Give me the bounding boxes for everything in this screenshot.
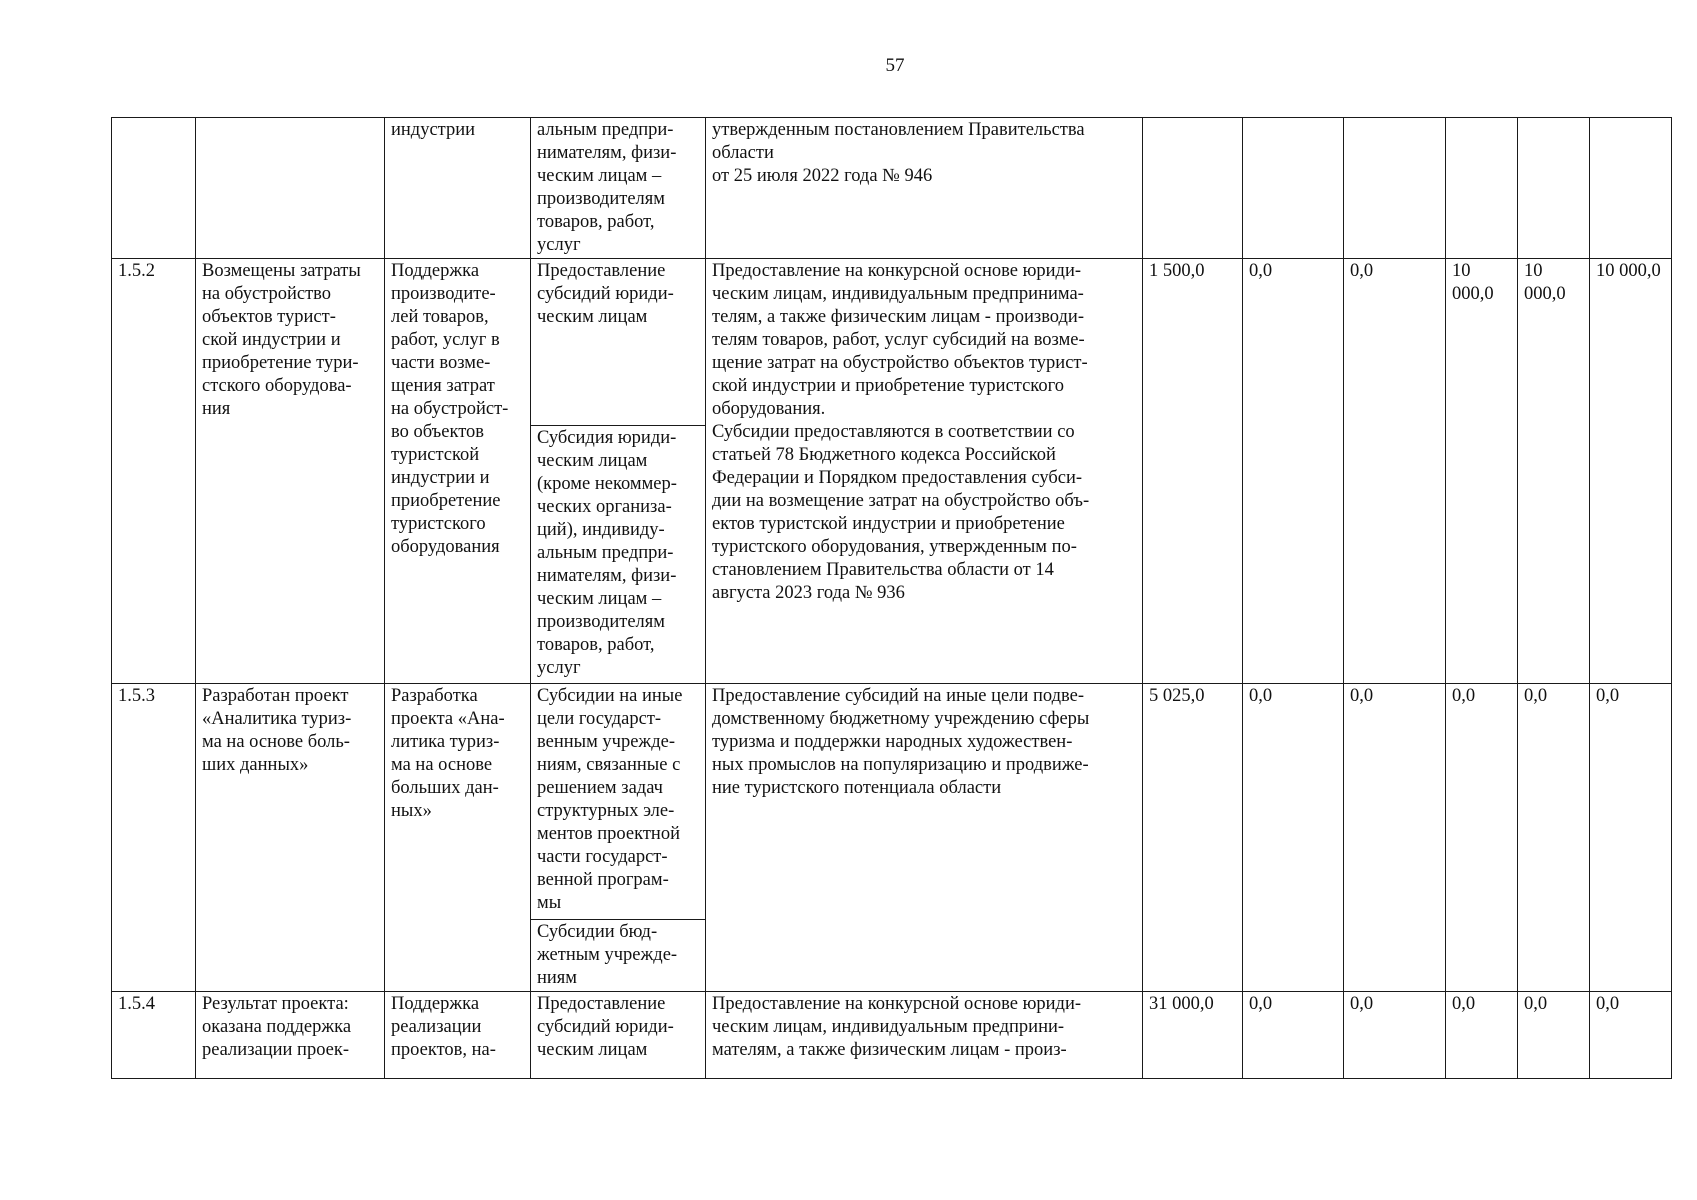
value-cell: 0,0 [1590, 684, 1672, 992]
event-cell: Разработка проекта «Ана- литика туриз- ма на основе больших дан- ных» [385, 684, 531, 992]
event-cell: Поддержка реализации проектов, на- [385, 992, 531, 1079]
event-cell: Поддержка производите- лей товаров, работ, услуг в части возме- щения затрат на обустройст- во объектов туристской индустрии и приобретение туристского оборудования [385, 259, 531, 684]
table-row [112, 118, 1672, 259]
financing-type-cell: альным предпри- нимателям, физи- ческим лицам – производителям товаров, работ, услуг [531, 118, 706, 259]
value-cell: 10 000,0 [1590, 259, 1672, 684]
value-cell: 0,0 [1243, 992, 1344, 1079]
value-cell: 0,0 [1446, 992, 1518, 1079]
result-name-cell: Разработан проект «Аналитика туриз- ма на основе боль- ших данных» [196, 684, 385, 992]
result-name-cell: Возмещены затраты на обустройство объектов турист- ской индустрии и приобретение тури- стского оборудова- ния [196, 259, 385, 684]
table-row [112, 992, 1672, 1079]
value-cell [1518, 118, 1590, 259]
financing-type-cell: Субсидия юриди- ческим лицам (кроме некоммер- ческих организа- ций), индивиду- альным предпри- нимателям, физи- ческим лицам – производителям товаров, работ, услуг [531, 426, 706, 684]
value-cell: 0,0 [1518, 684, 1590, 992]
value-cell: 0,0 [1344, 684, 1446, 992]
value-cell: 5 025,0 [1143, 684, 1243, 992]
result-name-cell [196, 118, 385, 259]
value-cell: 0,0 [1590, 992, 1672, 1079]
program-table [111, 117, 1672, 1079]
financing-type-cell: Предоставление субсидий юриди- ческим лицам [531, 259, 706, 426]
value-cell: 10 000,0 [1518, 259, 1590, 684]
description-cell: Предоставление на конкурсной основе юриди- ческим лицам, индивидуальным предприни- мателям, а также физическим лицам - произ- [706, 992, 1143, 1079]
financing-type-cell: Предоставление субсидий юриди- ческим лицам [531, 992, 706, 1079]
description-cell: Предоставление субсидий на иные цели подве- домственному бюджетному учреждению сферы туризма и поддержки народных художествен- ных промыслов на популяризацию и продвиже- ние туристского потенциала области [706, 684, 1143, 992]
financing-type-cell: Субсидии бюд- жетным учрежде- ниям [531, 920, 706, 992]
page-number: 57 [885, 55, 905, 76]
table-row [112, 684, 1672, 920]
financing-type-cell: Субсидии на иные цели государст- венным учрежде- ниям, связанные с решением задач структурных эле- ментов проектной части государст- венной програм- мы [531, 684, 706, 920]
value-cell [1143, 118, 1243, 259]
value-cell: 1 500,0 [1143, 259, 1243, 684]
value-cell [1590, 118, 1672, 259]
code-cell: 1.5.2 [112, 259, 196, 684]
value-cell: 0,0 [1446, 684, 1518, 992]
code-cell [112, 118, 196, 259]
value-cell [1344, 118, 1446, 259]
value-cell [1446, 118, 1518, 259]
value-cell: 0,0 [1243, 259, 1344, 684]
code-cell: 1.5.4 [112, 992, 196, 1079]
value-cell: 0,0 [1243, 684, 1344, 992]
description-cell: Предоставление на конкурсной основе юриди- ческим лицам, индивидуальным предпринима- телям, а также физическим лицам - производи- телям товаров, работ, услуг субсидий на возме- щение затрат на обустройство объектов турист- ской индустрии и приобретение туристского оборудования. Субсидии предоставляются в соответствии со статьей 78 Бюджетного кодекса Российской Федерации и Порядком предоставления субси- дии на возмещение затрат на обустройство объ- ектов туристской индустрии и приобретение туристского оборудования, утвержденным по- становлением Правительства области от 14 августа 2023 года № 936 [706, 259, 1143, 684]
value-cell [1243, 118, 1344, 259]
value-cell: 0,0 [1344, 259, 1446, 684]
description-cell: утвержденным постановлением Правительства области от 25 июля 2022 года № 946 [706, 118, 1143, 259]
result-name-cell: Результат проекта: оказана поддержка реализации проек- [196, 992, 385, 1079]
value-cell: 0,0 [1344, 992, 1446, 1079]
value-cell: 0,0 [1518, 992, 1590, 1079]
table-row [112, 259, 1672, 426]
event-cell: индустрии [385, 118, 531, 259]
code-cell: 1.5.3 [112, 684, 196, 992]
value-cell: 31 000,0 [1143, 992, 1243, 1079]
value-cell: 10 000,0 [1446, 259, 1518, 684]
